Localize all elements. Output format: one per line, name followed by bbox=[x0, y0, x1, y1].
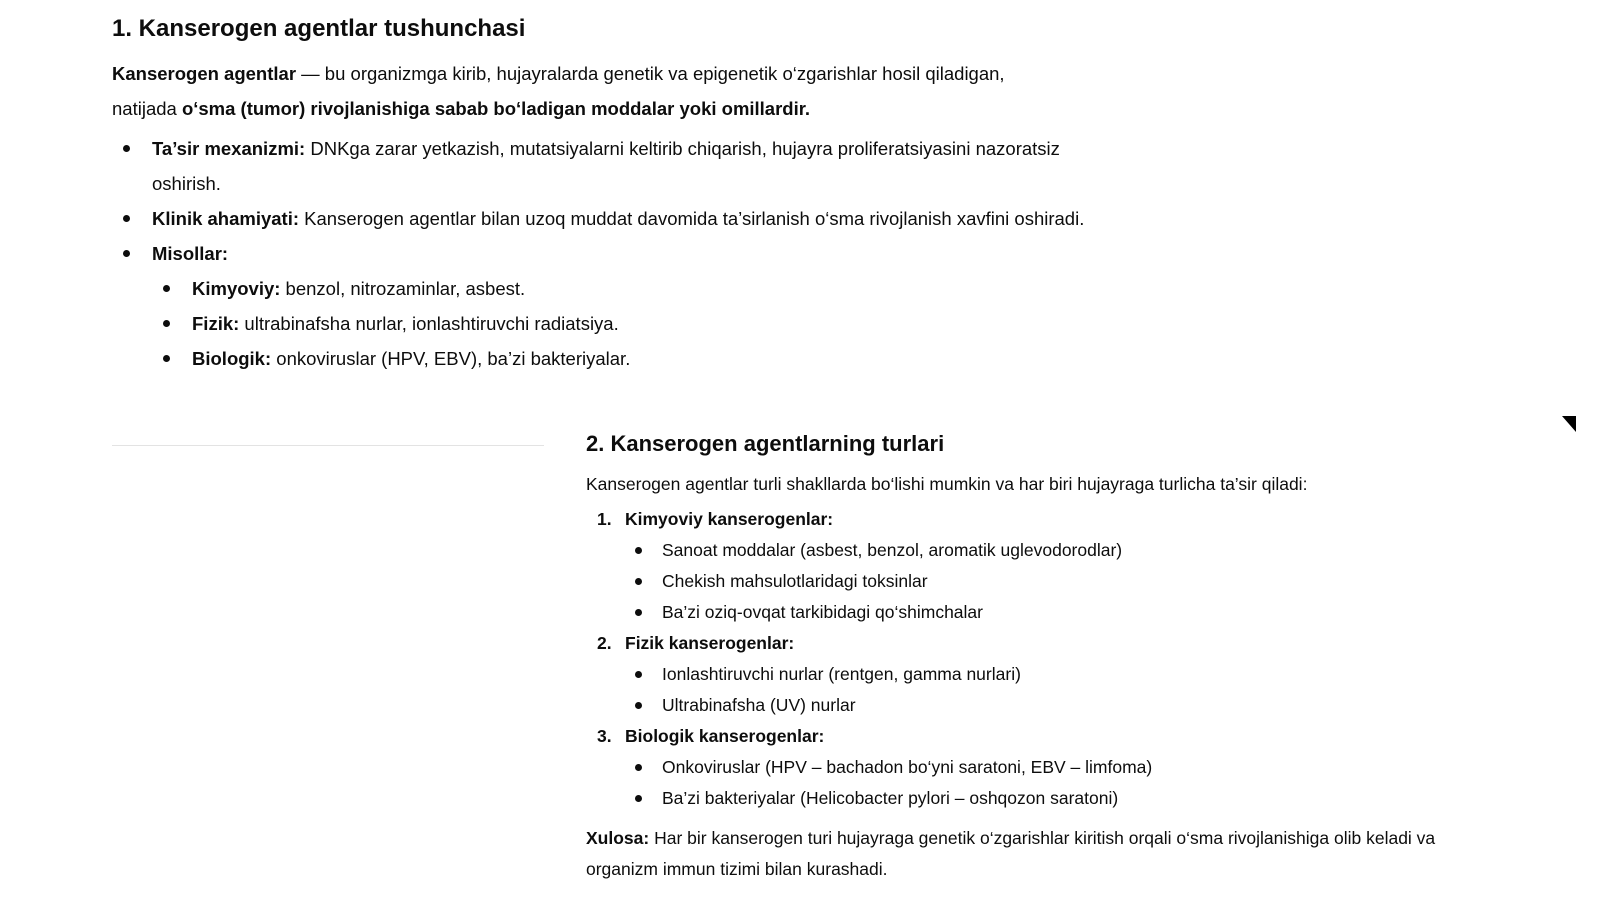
list-item bbox=[112, 236, 1092, 376]
intro-text-1: — bu organizmga kirib, hujayralarda genetik va epigenetik o‘zgarishlar hosil qiladigan, bbox=[296, 63, 1005, 84]
example-label: Fizik: bbox=[192, 313, 240, 334]
bullet-icon bbox=[163, 320, 170, 327]
list-item bbox=[152, 341, 1092, 376]
item-text: Sanoat moddalar (asbest, benzol, aromatik uglevodorodlar) bbox=[662, 540, 1123, 560]
example-label: Kimyoviy: bbox=[192, 278, 281, 299]
bullet-icon bbox=[635, 547, 642, 554]
bullet-icon bbox=[163, 355, 170, 362]
item-text: Onkoviruslar (HPV – bachadon bo‘yni saratoni, EBV – limfoma) bbox=[662, 757, 1153, 777]
item-text: Kanserogen agentlar bilan uzoq muddat davomida ta’sirlanish o‘sma rivojlanish xavfini oshiradi. bbox=[299, 208, 1085, 229]
group-items bbox=[625, 752, 1486, 814]
example-text: onkoviruslar (HPV, EBV), ba’zi bakteriyalar. bbox=[271, 348, 631, 369]
conclusion-label: Xulosa: bbox=[586, 828, 650, 848]
section-1-heading: 1. Kanserogen agentlar tushunchasi bbox=[112, 15, 526, 42]
example-text: ultrabinafsha nurlar, ionlashtiruvchi radiatsiya. bbox=[239, 313, 619, 334]
section-2-intro: Kanserogen agentlar turli shakllarda bo‘lishi mumkin va har biri hujayraga turlicha ta’sir qiladi: bbox=[586, 474, 1308, 494]
list-item bbox=[152, 271, 1092, 306]
list-number: 3. bbox=[597, 726, 612, 746]
group-label: Kimyoviy kanserogenlar: bbox=[625, 509, 834, 529]
section-2-heading: 2. Kanserogen agentlarning turlari bbox=[586, 431, 945, 456]
list-item bbox=[586, 659, 1486, 690]
section-1-list bbox=[112, 131, 1092, 376]
list-item bbox=[586, 783, 1486, 814]
item-label: Klinik ahamiyati: bbox=[152, 208, 300, 229]
example-label: Biologik: bbox=[192, 348, 272, 369]
section-1-intro bbox=[112, 56, 1092, 126]
list-item bbox=[586, 690, 1486, 721]
list-item bbox=[586, 504, 1486, 628]
item-label: Misollar: bbox=[152, 243, 229, 264]
list-item bbox=[152, 306, 1092, 341]
example-text: benzol, nitrozaminlar, asbest. bbox=[280, 278, 526, 299]
bullet-icon bbox=[635, 671, 642, 678]
group-items bbox=[625, 659, 1486, 721]
conclusion-text: Har bir kanserogen turi hujayraga genetik o‘zgarishlar kiritish orqali o‘sma rivojlanishiga olib keladi va organizm immun tizimi bilan kurashadi. bbox=[586, 828, 1436, 879]
intro-bold-2: o‘sma (tumor) rivojlanishiga sabab bo‘ladigan moddalar yoki omillardir. bbox=[181, 98, 811, 119]
bullet-icon bbox=[635, 578, 642, 585]
list-item bbox=[586, 752, 1486, 783]
item-label: Ta’sir mexanizmi: bbox=[152, 138, 306, 159]
section-2-list bbox=[586, 504, 1486, 814]
item-text: Ionlashtiruvchi nurlar (rentgen, gamma nurlari) bbox=[662, 664, 1021, 684]
list-number: 1. bbox=[597, 509, 612, 529]
list-item bbox=[112, 201, 1092, 236]
divider bbox=[112, 445, 544, 446]
bullet-icon bbox=[123, 250, 130, 257]
bullet-icon bbox=[635, 764, 642, 771]
group-label: Fizik kanserogenlar: bbox=[625, 633, 795, 653]
list-item bbox=[586, 628, 1486, 721]
group-items bbox=[625, 535, 1486, 628]
intro-term: Kanserogen agentlar bbox=[112, 63, 297, 84]
item-text: Ba’zi oziq-ovqat tarkibidagi qo‘shimchalar bbox=[662, 602, 983, 622]
bullet-icon bbox=[635, 702, 642, 709]
bullet-icon bbox=[123, 145, 130, 152]
item-text: Ba’zi bakteriyalar (Helicobacter pylori – oshqozon saratoni) bbox=[662, 788, 1119, 808]
item-text: DNKga zarar yetkazish, mutatsiyalarni keltirib chiqarish, hujayra proliferatsiyasini nazoratsiz oshirish. bbox=[152, 138, 1060, 194]
list-item bbox=[586, 597, 1486, 628]
bullet-icon bbox=[123, 215, 130, 222]
conclusion bbox=[586, 823, 1486, 885]
examples-list bbox=[152, 271, 1092, 376]
bullet-icon bbox=[163, 285, 170, 292]
bullet-icon bbox=[635, 609, 642, 616]
group-label: Biologik kanserogenlar: bbox=[625, 726, 825, 746]
list-item bbox=[112, 131, 1092, 201]
mouse-pointer-icon bbox=[1561, 415, 1577, 433]
list-item bbox=[586, 566, 1486, 597]
item-text: Chekish mahsulotlaridagi toksinlar bbox=[662, 571, 928, 591]
item-text: Ultrabinafsha (UV) nurlar bbox=[662, 695, 856, 715]
list-item bbox=[586, 721, 1486, 814]
bullet-icon bbox=[635, 795, 642, 802]
list-number: 2. bbox=[597, 633, 612, 653]
intro-text-2: natijada bbox=[112, 98, 182, 119]
list-item bbox=[586, 535, 1486, 566]
